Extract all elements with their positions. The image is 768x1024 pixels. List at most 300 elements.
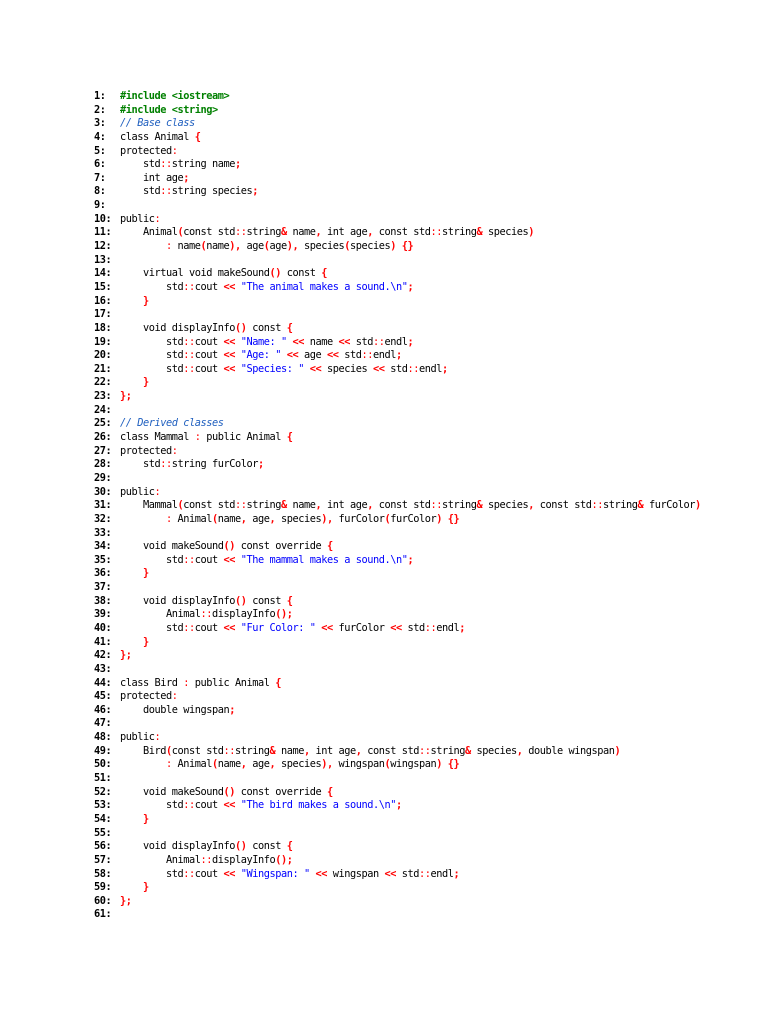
line-number: 30: bbox=[94, 485, 112, 498]
line-number: 9: bbox=[94, 199, 106, 212]
code-token bbox=[120, 240, 166, 252]
code-line bbox=[94, 881, 754, 895]
code-token: ( bbox=[200, 240, 207, 253]
code-token: int age bbox=[120, 171, 184, 184]
code-token: :: bbox=[424, 621, 437, 634]
line-number: 36: bbox=[94, 567, 112, 580]
code-token: ) bbox=[436, 512, 442, 525]
code-token bbox=[120, 295, 143, 307]
line-number: 10: bbox=[94, 212, 112, 225]
code-token: const bbox=[246, 840, 287, 853]
code-line bbox=[94, 690, 754, 704]
code-token: ; bbox=[235, 158, 241, 171]
code-line bbox=[94, 295, 754, 309]
code-token: , bbox=[292, 240, 299, 253]
code-token: const std bbox=[171, 744, 224, 757]
line-number: 51: bbox=[94, 772, 112, 785]
code-token: ; bbox=[442, 362, 448, 375]
code-token: :: bbox=[160, 458, 172, 471]
code-token: species bbox=[321, 362, 373, 375]
line-number: 8: bbox=[94, 185, 106, 198]
code-token: ) bbox=[614, 744, 621, 757]
code-token bbox=[120, 813, 143, 825]
code-token: , bbox=[528, 499, 534, 512]
line-number: 37: bbox=[94, 581, 112, 594]
code-line bbox=[94, 458, 754, 472]
code-token: ( bbox=[177, 226, 184, 239]
code-line bbox=[94, 895, 754, 909]
code-token: : bbox=[166, 758, 172, 771]
code-token: : bbox=[154, 731, 161, 744]
code-line bbox=[94, 240, 754, 254]
code-token: , bbox=[304, 744, 310, 757]
code-token: string name bbox=[171, 158, 235, 171]
code-token: void displayInfo bbox=[120, 594, 235, 607]
line-number: 53: bbox=[94, 799, 112, 812]
code-line bbox=[94, 731, 754, 745]
code-token: ; bbox=[407, 335, 414, 348]
code-token: }; bbox=[120, 390, 132, 403]
code-line bbox=[94, 158, 754, 172]
code-token: () bbox=[235, 594, 247, 607]
code-token: << bbox=[390, 621, 402, 634]
code-token: :: bbox=[419, 867, 431, 880]
code-token: public bbox=[120, 731, 155, 744]
code-token: age bbox=[246, 512, 270, 525]
code-token: : bbox=[154, 485, 161, 498]
line-number: 26: bbox=[94, 431, 112, 444]
code-token: << bbox=[373, 362, 385, 375]
code-line bbox=[94, 104, 754, 118]
line-number: 55: bbox=[94, 826, 112, 839]
code-token: displayInfo bbox=[212, 853, 276, 866]
code-token: : bbox=[171, 444, 178, 457]
code-token: public Animal bbox=[189, 676, 276, 689]
code-token: std bbox=[120, 799, 184, 812]
code-token: name bbox=[275, 744, 304, 757]
code-token: int age bbox=[321, 226, 368, 239]
code-token: & bbox=[476, 499, 483, 512]
code-token: species bbox=[298, 240, 345, 253]
code-token: : bbox=[183, 676, 189, 689]
code-token: :: bbox=[223, 744, 235, 757]
code-line bbox=[94, 226, 754, 240]
code-line bbox=[94, 772, 754, 786]
code-token bbox=[120, 567, 143, 579]
code-token: { bbox=[286, 431, 293, 444]
code-line bbox=[94, 281, 754, 295]
code-token: ( bbox=[166, 744, 172, 757]
code-token: << bbox=[321, 621, 333, 634]
line-number: 54: bbox=[94, 812, 112, 825]
code-token: << bbox=[223, 799, 235, 812]
code-token: ) bbox=[436, 758, 442, 771]
code-token: :: bbox=[183, 335, 195, 348]
code-token: void displayInfo bbox=[120, 840, 235, 853]
code-token: & bbox=[269, 744, 276, 757]
code-token: , bbox=[327, 512, 333, 525]
code-token: const std bbox=[183, 226, 235, 239]
code-token: :: bbox=[235, 499, 247, 512]
line-number: 44: bbox=[94, 676, 112, 689]
code-line bbox=[94, 417, 754, 431]
line-number: 60: bbox=[94, 894, 112, 907]
line-number: 35: bbox=[94, 553, 112, 566]
code-token: protected bbox=[120, 444, 172, 457]
code-line bbox=[94, 431, 754, 445]
line-number: 6: bbox=[94, 158, 106, 171]
line-number: 52: bbox=[94, 785, 112, 798]
code-line bbox=[94, 622, 754, 636]
code-token: ; bbox=[396, 349, 402, 362]
line-number: 59: bbox=[94, 881, 112, 894]
code-listing bbox=[94, 90, 754, 922]
code-line bbox=[94, 117, 754, 131]
code-token: cout bbox=[194, 867, 224, 880]
code-token: ; bbox=[407, 280, 414, 293]
code-token: std bbox=[120, 362, 184, 375]
code-token: {} bbox=[447, 758, 460, 771]
code-token: :: bbox=[160, 158, 172, 171]
code-token bbox=[120, 881, 143, 893]
code-token: ( bbox=[212, 758, 218, 771]
code-line bbox=[94, 145, 754, 159]
code-line bbox=[94, 185, 754, 199]
code-token: ( bbox=[384, 512, 391, 525]
code-line bbox=[94, 649, 754, 663]
code-token: :: bbox=[430, 499, 442, 512]
code-line bbox=[94, 308, 754, 322]
code-token: wingspan bbox=[327, 867, 385, 880]
code-token: const std bbox=[534, 499, 592, 512]
code-token: species bbox=[275, 512, 322, 525]
code-token: & bbox=[281, 499, 287, 512]
code-token: << bbox=[223, 867, 235, 880]
code-line bbox=[94, 840, 754, 854]
line-number: 4: bbox=[94, 130, 106, 143]
code-token: ) bbox=[390, 240, 396, 253]
code-line bbox=[94, 254, 754, 268]
code-token: cout bbox=[194, 335, 224, 348]
code-token: name bbox=[286, 226, 316, 239]
code-token: string bbox=[603, 499, 638, 512]
code-token: () bbox=[223, 785, 235, 798]
code-token: cout bbox=[194, 621, 224, 634]
code-token: { bbox=[327, 540, 333, 553]
code-token: furColor bbox=[332, 621, 391, 634]
line-number: 12: bbox=[94, 240, 112, 253]
code-line bbox=[94, 131, 754, 145]
code-token: ) bbox=[321, 512, 327, 525]
code-token: const bbox=[246, 594, 287, 607]
code-token: << bbox=[223, 335, 235, 348]
code-token: #include <iostream> bbox=[120, 90, 230, 102]
code-token: << bbox=[315, 867, 327, 880]
line-number: 29: bbox=[94, 471, 112, 484]
code-token: { bbox=[286, 321, 293, 334]
code-token: { bbox=[286, 594, 293, 607]
code-token: double wingspan bbox=[120, 703, 230, 716]
code-line bbox=[94, 758, 754, 772]
code-line bbox=[94, 199, 754, 213]
code-token: { bbox=[321, 267, 327, 280]
code-token: int age bbox=[321, 499, 368, 512]
code-token: protected bbox=[120, 690, 172, 703]
code-token: << bbox=[286, 349, 299, 362]
code-token: std bbox=[396, 867, 419, 880]
code-token: wingspan bbox=[332, 758, 385, 771]
code-token: , bbox=[269, 758, 276, 771]
code-token: :: bbox=[183, 799, 195, 812]
code-token: std bbox=[120, 335, 184, 348]
line-number: 49: bbox=[94, 744, 112, 757]
line-number: 23: bbox=[94, 390, 112, 403]
code-token: const std bbox=[361, 744, 419, 757]
code-token: endl bbox=[419, 362, 442, 375]
code-token: :: bbox=[183, 280, 195, 293]
code-line bbox=[94, 908, 754, 922]
line-number: 22: bbox=[94, 376, 112, 389]
code-token: :: bbox=[160, 185, 172, 198]
line-number: 40: bbox=[94, 621, 112, 634]
code-token: displayInfo bbox=[212, 608, 276, 621]
code-token: :: bbox=[235, 226, 247, 239]
code-token: cout bbox=[194, 280, 224, 293]
code-token: species bbox=[275, 758, 322, 771]
line-number: 50: bbox=[94, 758, 112, 771]
code-token: class Mammal bbox=[120, 431, 195, 444]
line-number: 46: bbox=[94, 703, 112, 716]
code-token: ; bbox=[252, 185, 258, 198]
code-token: "The mammal makes a sound.\n" bbox=[240, 553, 408, 566]
code-token: << bbox=[338, 335, 350, 348]
line-number: 16: bbox=[94, 294, 112, 307]
code-token: string bbox=[246, 499, 281, 512]
code-token: ( bbox=[384, 758, 391, 771]
line-number: 41: bbox=[94, 635, 112, 648]
code-token: const std bbox=[183, 499, 235, 512]
code-token: Bird bbox=[120, 744, 166, 757]
line-number: 47: bbox=[94, 717, 112, 730]
code-line bbox=[94, 786, 754, 800]
code-token: , bbox=[315, 226, 322, 239]
line-number: 7: bbox=[94, 171, 106, 184]
code-line bbox=[94, 472, 754, 486]
code-token: endl bbox=[430, 867, 454, 880]
code-token: :: bbox=[591, 499, 603, 512]
code-token: ; bbox=[229, 703, 235, 716]
code-token: << bbox=[223, 349, 235, 362]
code-token: { bbox=[275, 676, 281, 689]
code-line bbox=[94, 213, 754, 227]
code-line bbox=[94, 567, 754, 581]
line-number: 38: bbox=[94, 594, 112, 607]
code-token: name bbox=[304, 335, 339, 348]
code-token: () bbox=[269, 267, 281, 280]
code-token: } bbox=[143, 376, 149, 389]
code-token: }; bbox=[120, 649, 132, 662]
code-token: std bbox=[120, 349, 184, 362]
code-line bbox=[94, 336, 754, 350]
code-token: :: bbox=[183, 362, 195, 375]
line-number: 32: bbox=[94, 512, 112, 525]
line-number: 33: bbox=[94, 526, 112, 539]
code-line bbox=[94, 445, 754, 459]
line-number: 42: bbox=[94, 649, 112, 662]
code-token bbox=[120, 636, 143, 648]
code-token: "Wingspan: " bbox=[240, 867, 310, 880]
code-token: species bbox=[350, 240, 391, 253]
code-token: ) bbox=[321, 758, 327, 771]
code-token: {} bbox=[401, 240, 414, 253]
code-token: string bbox=[442, 499, 477, 512]
code-token: class Animal bbox=[120, 130, 195, 143]
code-token: : bbox=[194, 431, 201, 444]
line-number: 43: bbox=[94, 662, 112, 675]
line-number: 24: bbox=[94, 403, 112, 416]
code-line bbox=[94, 581, 754, 595]
code-token: const override bbox=[235, 540, 327, 553]
code-token: , bbox=[240, 512, 247, 525]
code-token: { bbox=[286, 840, 293, 853]
code-token: ; bbox=[395, 799, 402, 812]
code-token: } bbox=[143, 294, 149, 307]
code-token: { bbox=[327, 785, 333, 798]
code-line bbox=[94, 486, 754, 500]
code-token: const bbox=[280, 267, 322, 280]
line-number: 14: bbox=[94, 267, 112, 280]
code-line bbox=[94, 349, 754, 363]
code-token: std bbox=[120, 458, 161, 471]
code-token: << bbox=[223, 621, 235, 634]
code-token: void makeSound bbox=[120, 540, 224, 553]
code-token: () bbox=[235, 840, 247, 853]
code-line bbox=[94, 608, 754, 622]
code-token: age bbox=[269, 240, 287, 253]
code-token: } bbox=[143, 881, 149, 894]
code-line bbox=[94, 813, 754, 827]
code-token: void displayInfo bbox=[120, 321, 235, 334]
code-token: name bbox=[171, 240, 201, 253]
code-line bbox=[94, 745, 754, 759]
code-token: , bbox=[269, 512, 276, 525]
code-token: :: bbox=[200, 608, 212, 621]
code-token: << bbox=[327, 349, 339, 362]
line-number: 5: bbox=[94, 144, 106, 157]
code-token: std bbox=[120, 621, 184, 634]
line-number: 21: bbox=[94, 362, 112, 375]
code-token: int age bbox=[309, 744, 356, 757]
code-line bbox=[94, 90, 754, 104]
code-token: << bbox=[223, 362, 235, 375]
code-token: Mammal bbox=[120, 499, 178, 512]
code-line bbox=[94, 799, 754, 813]
code-token: } bbox=[143, 567, 149, 580]
line-number: 15: bbox=[94, 280, 112, 293]
code-token: public bbox=[120, 485, 155, 498]
code-token: } bbox=[143, 635, 149, 648]
code-token: string bbox=[235, 744, 270, 757]
code-token: name bbox=[217, 758, 241, 771]
code-token: name bbox=[286, 499, 316, 512]
code-line bbox=[94, 172, 754, 186]
code-token: << bbox=[292, 335, 304, 348]
code-token: ; bbox=[258, 458, 264, 471]
code-token: : bbox=[154, 212, 161, 225]
code-token: << bbox=[223, 553, 235, 566]
code-token: const bbox=[246, 321, 287, 334]
code-token: std bbox=[120, 867, 184, 880]
code-token: std bbox=[120, 553, 184, 566]
code-token: :: bbox=[183, 349, 195, 362]
code-token: :: bbox=[361, 349, 373, 362]
code-token: Animal bbox=[120, 608, 201, 621]
code-line bbox=[94, 868, 754, 882]
code-token: age bbox=[246, 758, 270, 771]
code-line bbox=[94, 717, 754, 731]
code-token: () bbox=[235, 321, 247, 334]
code-line bbox=[94, 390, 754, 404]
line-number: 19: bbox=[94, 335, 112, 348]
code-token: , bbox=[315, 499, 322, 512]
code-token: "Fur Color: " bbox=[240, 621, 316, 634]
code-line bbox=[94, 513, 754, 527]
code-token: }; bbox=[120, 894, 132, 907]
code-line bbox=[94, 636, 754, 650]
code-line bbox=[94, 854, 754, 868]
line-number: 3: bbox=[94, 117, 106, 130]
line-number: 27: bbox=[94, 444, 112, 457]
code-token: << bbox=[384, 867, 396, 880]
code-token: const std bbox=[373, 499, 431, 512]
code-line bbox=[94, 827, 754, 841]
code-token: endl bbox=[373, 349, 396, 362]
line-number: 34: bbox=[94, 540, 112, 553]
code-token: Animal bbox=[120, 226, 178, 239]
code-token: virtual void makeSound bbox=[120, 267, 270, 280]
code-line bbox=[94, 663, 754, 677]
code-token: Animal bbox=[120, 853, 201, 866]
code-token: string species bbox=[171, 185, 253, 198]
code-token: string bbox=[430, 744, 465, 757]
code-token: ( bbox=[177, 499, 184, 512]
code-token: species bbox=[482, 499, 529, 512]
code-token bbox=[120, 513, 166, 525]
line-number: 20: bbox=[94, 349, 112, 362]
code-token: std bbox=[401, 621, 425, 634]
code-token: cout bbox=[194, 349, 224, 362]
code-token: age bbox=[298, 349, 327, 362]
code-token: Animal bbox=[171, 758, 212, 771]
line-number: 11: bbox=[94, 226, 112, 239]
code-token: & bbox=[465, 744, 471, 757]
code-token: protected bbox=[120, 144, 172, 157]
code-token: ) bbox=[286, 240, 293, 253]
code-token: name bbox=[206, 240, 230, 253]
line-number: 56: bbox=[94, 840, 112, 853]
code-token: : bbox=[171, 144, 178, 157]
code-line bbox=[94, 404, 754, 418]
code-token: :: bbox=[183, 621, 195, 634]
code-token: void makeSound bbox=[120, 785, 224, 798]
code-token: :: bbox=[183, 553, 195, 566]
code-line bbox=[94, 704, 754, 718]
code-token: ( bbox=[263, 240, 270, 253]
code-token: string bbox=[246, 226, 281, 239]
code-token: // Derived classes bbox=[120, 417, 224, 430]
code-token: << bbox=[223, 280, 235, 293]
code-token: std bbox=[338, 349, 362, 362]
